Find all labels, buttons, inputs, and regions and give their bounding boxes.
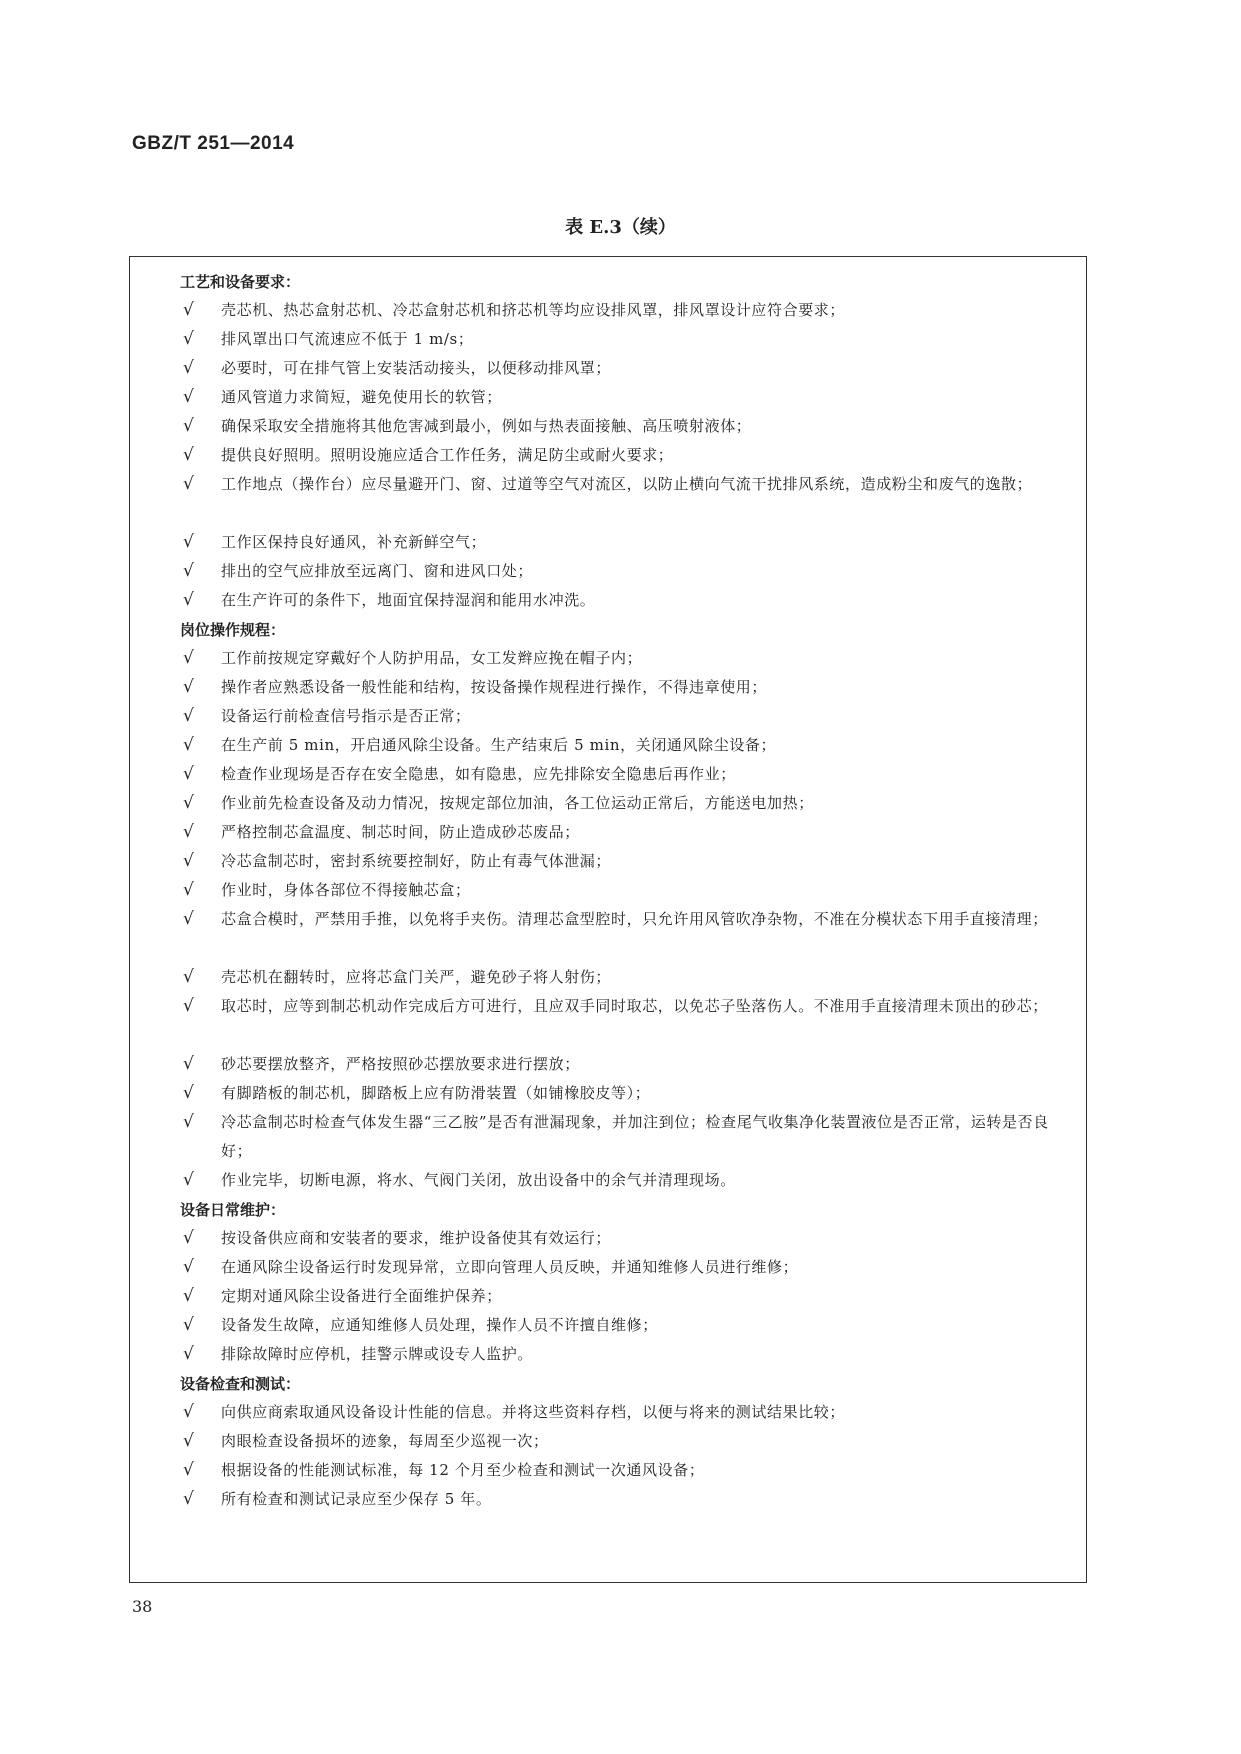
check-mark-icon: √: [183, 300, 194, 320]
check-mark-icon: √: [183, 329, 194, 349]
checklist-item-text: 冷芯盒制芯时，密封系统要控制好，防止有毒气体泄漏；: [221, 852, 612, 870]
table-title: 表 E.3（续）: [565, 217, 676, 238]
check-mark-icon: √: [183, 1112, 194, 1132]
section-heading: 设备检查和测试：: [180, 1375, 301, 1393]
checklist-item-text: 作业完毕，切断电源，将水、气阀门关闭，放出设备中的余气并清理现场。: [221, 1171, 736, 1189]
check-mark-icon: √: [183, 416, 194, 436]
checklist-item-text: 工作地点（操作台）应尽量避开门、窗、过道等空气对流区，以防止横向气流干扰排风系统，造成粉尘和废气的逸散；: [221, 475, 1033, 493]
check-mark-icon: √: [183, 1344, 194, 1364]
checklist-item-text: 冷芯盒制芯时检查气体发生器“三乙胺”是否有泄漏现象，并加注到位；检查尾气收集净化装置液位是否正常，运转是否良好；: [221, 1113, 1049, 1160]
check-mark-icon: √: [183, 967, 194, 987]
check-mark-icon: √: [183, 532, 194, 552]
check-mark-icon: √: [183, 1170, 194, 1190]
section-heading: 岗位操作规程：: [180, 621, 286, 639]
check-mark-icon: √: [183, 387, 194, 407]
checklist-item-text: 肉眼检查设备损坏的迹象，每周至少巡视一次；: [221, 1432, 549, 1450]
check-mark-icon: √: [183, 735, 194, 755]
check-mark-icon: √: [183, 793, 194, 813]
checklist-item-text: 所有检查和测试记录应至少保存 5 年。: [221, 1490, 492, 1508]
check-mark-icon: √: [183, 1054, 194, 1074]
check-mark-icon: √: [183, 1228, 194, 1248]
check-mark-icon: √: [183, 706, 194, 726]
section-heading: 设备日常维护：: [180, 1201, 286, 1219]
checklist-item-text: 按设备供应商和安装者的要求，维护设备使其有效运行；: [221, 1229, 612, 1247]
check-mark-icon: √: [183, 561, 194, 581]
check-mark-icon: √: [183, 1286, 194, 1306]
checklist-item-text: 壳芯机、热芯盒射芯机、冷芯盒射芯机和挤芯机等均应设排风罩，排风罩设计应符合要求；: [221, 301, 846, 319]
checklist-item-text: 有脚踏板的制芯机，脚踏板上应有防滑装置（如铺橡胶皮等）；: [221, 1084, 651, 1102]
check-mark-icon: √: [183, 764, 194, 784]
check-mark-icon: √: [183, 648, 194, 668]
checklist-item-text: 严格控制芯盒温度、制芯时间，防止造成砂芯废品；: [221, 823, 580, 841]
checklist-item-text: 排风罩出口气流速应不低于 1 m/s；: [221, 330, 474, 348]
checklist-item-text: 在生产许可的条件下，地面宜保持湿润和能用水冲洗。: [221, 591, 596, 609]
check-mark-icon: √: [183, 358, 194, 378]
checklist-item-text: 工作区保持良好通风，补充新鲜空气；: [221, 533, 487, 551]
checklist-item-text: 在生产前 5 min，开启通风除尘设备。生产结束后 5 min，关闭通风除尘设备；: [221, 736, 777, 754]
check-mark-icon: √: [183, 1083, 194, 1103]
check-mark-icon: √: [183, 851, 194, 871]
checklist-item-text: 操作者应熟悉设备一般性能和结构，按设备操作规程进行操作，不得违章使用；: [221, 678, 768, 696]
checklist-item-text: 在通风除尘设备运行时发现异常，立即向管理人员反映，并通知维修人员进行维修；: [221, 1258, 799, 1276]
page-number: 38: [132, 1597, 153, 1616]
checklist-item-text: 定期对通风除尘设备进行全面维护保养；: [221, 1287, 502, 1305]
check-mark-icon: √: [183, 1315, 194, 1335]
check-mark-icon: √: [183, 1257, 194, 1277]
check-mark-icon: √: [183, 996, 194, 1016]
checklist-item-text: 确保采取安全措施将其他危害减到最小，例如与热表面接触、高压喷射液体；: [221, 417, 752, 435]
check-mark-icon: √: [183, 909, 194, 929]
check-mark-icon: √: [183, 1489, 194, 1509]
checklist-item-text: 排出的空气应排放至远离门、窗和进风口处；: [221, 562, 534, 580]
checklist-item-text: 作业时，身体各部位不得接触芯盒；: [221, 881, 471, 899]
checklist-item-text: 工作前按规定穿戴好个人防护用品，女工发辫应挽在帽子内；: [221, 649, 643, 667]
checklist-item-text: 向供应商索取通风设备设计性能的信息。并将这些资料存档，以便与将来的测试结果比较；: [221, 1403, 846, 1421]
check-mark-icon: √: [183, 1460, 194, 1480]
checklist-item-text: 设备发生故障，应通知维修人员处理，操作人员不许擅自维修；: [221, 1316, 658, 1334]
standard-code: GBZ/T 251—2014: [132, 133, 295, 154]
check-mark-icon: √: [183, 445, 194, 465]
check-mark-icon: √: [183, 1431, 194, 1451]
check-mark-icon: √: [183, 677, 194, 697]
check-mark-icon: √: [183, 822, 194, 842]
checklist-item-text: 砂芯要摆放整齐，严格按照砂芯摆放要求进行摆放；: [221, 1055, 580, 1073]
checklist-item-text: 检查作业现场是否存在安全隐患，如有隐患，应先排除安全隐患后再作业；: [221, 765, 736, 783]
checklist-item-text: 必要时，可在排气管上安装活动接头，以便移动排风罩；: [221, 359, 612, 377]
checklist-item-text: 通风管道力求简短，避免使用长的软管；: [221, 388, 502, 406]
section-heading: 工艺和设备要求：: [180, 273, 301, 291]
check-mark-icon: √: [183, 474, 194, 494]
table-frame: [129, 256, 1087, 1583]
checklist-item-text: 壳芯机在翻转时，应将芯盒门关严，避免砂子将人射伤；: [221, 968, 612, 986]
check-mark-icon: √: [183, 1402, 194, 1422]
check-mark-icon: √: [183, 590, 194, 610]
checklist-item-text: 提供良好照明。照明设施应适合工作任务，满足防尘或耐火要求；: [221, 446, 674, 464]
checklist-item-text: 取芯时，应等到制芯机动作完成后方可进行，且应双手同时取芯，以免芯子坠落伤人。不准用手直接清理未顶出的砂芯；: [221, 997, 1048, 1015]
checklist-item-text: 根据设备的性能测试标准，每 12 个月至少检查和测试一次通风设备；: [221, 1461, 705, 1479]
checklist-item-text: 芯盒合模时，严禁用手推，以免将手夹伤。清理芯盒型腔时，只允许用风管吹净杂物，不准在分模状态下用手直接清理；: [221, 910, 1048, 928]
checklist-item-text: 设备运行前检查信号指示是否正常；: [221, 707, 471, 725]
check-mark-icon: √: [183, 880, 194, 900]
checklist-item-text: 作业前先检查设备及动力情况，按规定部位加油，各工位运动正常后，方能送电加热；: [221, 794, 814, 812]
checklist-item-text: 排除故障时应停机，挂警示牌或设专人监护。: [221, 1345, 534, 1363]
